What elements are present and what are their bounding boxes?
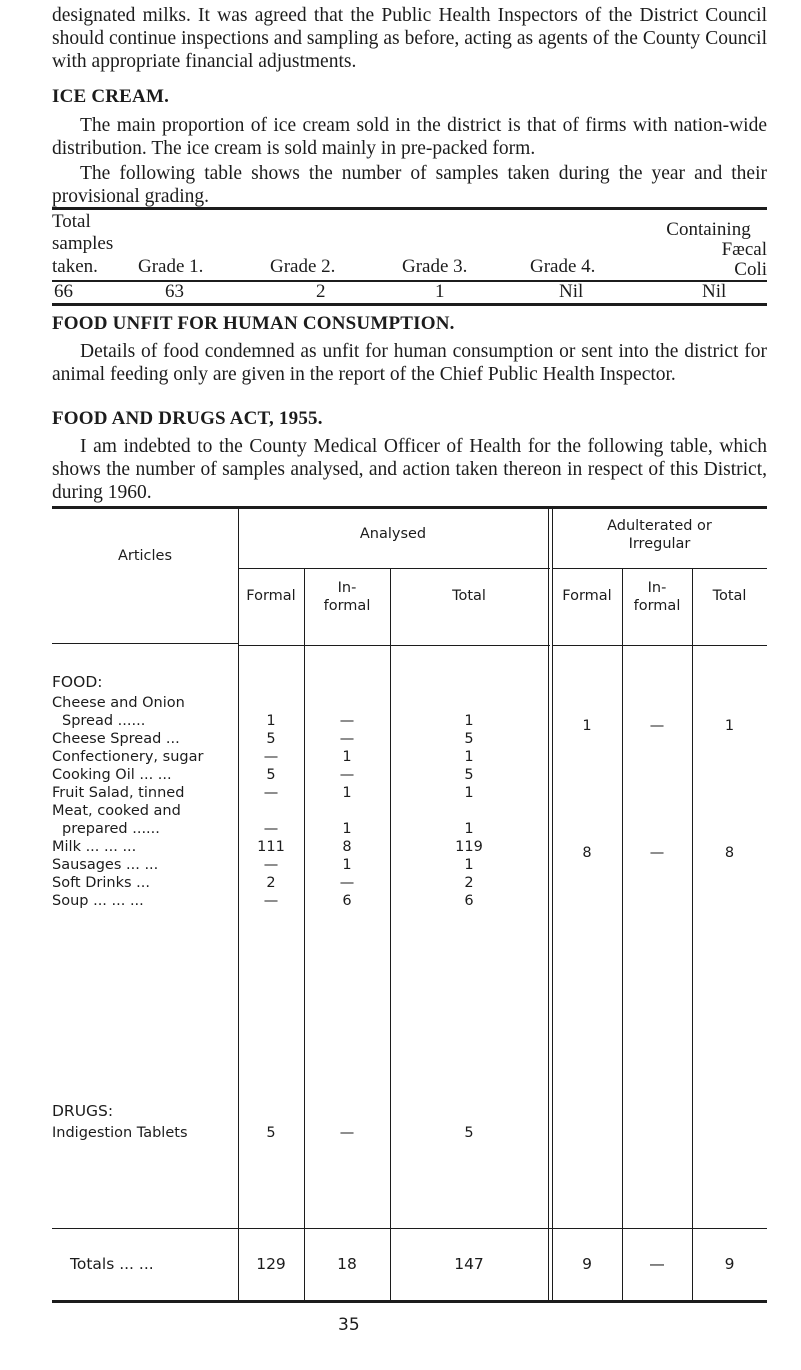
- ice-cream-paragraph-1: The main proportion of ice cream sold in the district is that of firms with nation-wide distribution. The ice cream is sold mainly in pre-packed form.: [52, 115, 767, 159]
- total-adul-formal: 9: [582, 1255, 592, 1273]
- food-unfit-paragraph: Details of food condemned as unfit for human consumption or sent into the district for animal feeding only are given in the report of the Chief Public Health Inspector.: [52, 341, 767, 385]
- header-informal-line2: formal: [323, 598, 371, 614]
- cell-informal: —: [339, 1125, 355, 1141]
- header-grade3: Grade 3.: [402, 256, 468, 277]
- table-rule: [552, 568, 767, 569]
- cell-total: 1: [464, 857, 474, 873]
- header-grade4: Grade 4.: [530, 256, 596, 277]
- cell-adul-formal: 8: [582, 845, 592, 861]
- row-label: Milk ... ... ...: [52, 839, 137, 855]
- value-grade4: Nil: [559, 281, 584, 302]
- header-total-line3: taken.: [52, 256, 98, 277]
- intro-paragraph: designated milks. It was agreed that the Public Health Inspectors of the District Council should continue inspections and sampling as before, acting as agents of the County Council with appropriate financial adjustments.: [52, 5, 767, 72]
- table-rule: [52, 506, 767, 509]
- cell-total: 1: [464, 713, 474, 729]
- cell-formal: —: [263, 821, 279, 837]
- row-label: Cheese and Onion: [52, 695, 185, 711]
- cell-informal: 1: [342, 785, 352, 801]
- value-grade2: 2: [316, 281, 326, 302]
- header-formal: Formal: [246, 588, 296, 604]
- cell-formal: 111: [257, 839, 285, 855]
- row-label: Cooking Oil ... ...: [52, 767, 172, 783]
- header-grade1: Grade 1.: [138, 256, 204, 277]
- cell-adul-informal: —: [649, 718, 665, 734]
- table-rule: [52, 1228, 767, 1229]
- row-label: Soup ... ... ...: [52, 893, 144, 909]
- table-rule: [52, 207, 767, 210]
- value-grade1: 63: [165, 281, 184, 302]
- header-grade2: Grade 2.: [270, 256, 336, 277]
- total-total: 147: [454, 1255, 484, 1273]
- cell-formal: 5: [266, 767, 276, 783]
- table-rule: [52, 280, 767, 282]
- cell-total: 5: [464, 1125, 474, 1141]
- cell-adul-total: 1: [724, 718, 735, 734]
- header-total: Total: [452, 588, 486, 604]
- cell-total: 1: [464, 749, 474, 765]
- cell-formal: —: [263, 893, 279, 909]
- table-rule: [52, 643, 238, 644]
- food-drugs-paragraph: I am indebted to the County Medical Officer of Health for the following table, which shows the number of samples analysed, and action taken thereon in respect of this District, during 1960.: [52, 436, 767, 503]
- table-rule: [390, 568, 391, 1300]
- food-drugs-heading: FOOD AND DRUGS ACT, 1955.: [52, 408, 323, 429]
- samples-analysed-table: [52, 506, 767, 1311]
- header-informal-line1: In-: [337, 580, 357, 596]
- header-articles: Articles: [117, 548, 173, 564]
- cell-adul-total: 8: [724, 845, 735, 861]
- food-unfit-heading: FOOD UNFIT FOR HUMAN CONSUMPTION.: [52, 313, 455, 334]
- total-formal: 129: [256, 1255, 286, 1273]
- header-adul-total: Total: [712, 588, 747, 604]
- value-total: 66: [54, 281, 73, 302]
- cell-formal: 5: [266, 731, 276, 747]
- cell-adul-formal: 1: [582, 718, 592, 734]
- table-rule: [52, 303, 767, 306]
- cell-informal: 1: [342, 857, 352, 873]
- page-number: 35: [338, 1315, 360, 1335]
- table-rule: [622, 568, 623, 1300]
- value-grade3: 1: [435, 281, 445, 302]
- row-label: Indigestion Tablets: [52, 1125, 188, 1141]
- table-rule: [552, 645, 767, 646]
- row-label: Sausages ... ...: [52, 857, 159, 873]
- header-adul-informal-line2: formal: [633, 598, 681, 614]
- header-coli-line2: Fæcal: [721, 239, 767, 260]
- totals-label: Totals ... ...: [70, 1255, 154, 1273]
- total-informal: 18: [337, 1255, 357, 1273]
- cell-informal: —: [339, 767, 355, 783]
- cell-total: 119: [455, 839, 483, 855]
- row-label: prepared ......: [62, 821, 160, 837]
- ice-cream-paragraph-2: The following table shows the number of samples taken during the year and their provisional grading.: [52, 163, 767, 207]
- cell-formal: 1: [266, 713, 276, 729]
- row-label: Cheese Spread ...: [52, 731, 180, 747]
- cell-total: 5: [464, 767, 474, 783]
- cell-informal: —: [339, 875, 355, 891]
- header-total-line1: Total: [52, 211, 91, 232]
- cell-formal: —: [263, 857, 279, 873]
- table-rule: [304, 568, 305, 1300]
- cell-total: 1: [464, 821, 474, 837]
- header-coli-line1: Containing: [666, 219, 751, 240]
- total-adul-informal: —: [649, 1255, 665, 1273]
- cell-formal: 5: [266, 1125, 276, 1141]
- header-adul-formal: Formal: [562, 588, 612, 604]
- cell-adul-informal: —: [649, 845, 665, 861]
- section-food: FOOD:: [52, 673, 103, 691]
- row-label: Spread ......: [62, 713, 146, 729]
- cell-total: 2: [464, 875, 474, 891]
- cell-total: 1: [464, 785, 474, 801]
- cell-informal: 1: [342, 749, 352, 765]
- cell-informal: 1: [342, 821, 352, 837]
- header-adul-informal-line1: In-: [647, 580, 667, 596]
- value-coli: Nil: [702, 281, 727, 302]
- table-rule: [238, 645, 550, 646]
- total-adul-total: 9: [724, 1255, 735, 1273]
- header-coli-line3: Coli: [734, 259, 767, 280]
- header-adulterated-line2: Irregular: [628, 536, 691, 552]
- cell-informal: 8: [342, 839, 352, 855]
- table-rule: [552, 509, 553, 1300]
- row-label: Fruit Salad, tinned: [52, 785, 185, 801]
- table-rule: [238, 568, 550, 569]
- ice-cream-grading-table: [52, 207, 767, 324]
- cell-informal: 6: [342, 893, 352, 909]
- table-rule: [692, 568, 693, 1300]
- table-rule: [548, 509, 549, 1300]
- cell-informal: —: [339, 731, 355, 747]
- row-label: Confectionery, sugar: [52, 749, 204, 765]
- header-analysed: Analysed: [359, 526, 427, 542]
- table-rule: [52, 1300, 767, 1303]
- ice-cream-heading: ICE CREAM.: [52, 86, 170, 107]
- section-drugs: DRUGS:: [52, 1102, 114, 1120]
- header-total-line2: samples: [52, 233, 114, 254]
- cell-formal: 2: [266, 875, 276, 891]
- cell-formal: —: [263, 785, 279, 801]
- cell-informal: —: [339, 713, 355, 729]
- row-label: Soft Drinks ...: [52, 875, 150, 891]
- cell-total: 6: [464, 893, 474, 909]
- cell-formal: —: [263, 749, 279, 765]
- cell-total: 5: [464, 731, 474, 747]
- row-label: Meat, cooked and: [52, 803, 181, 819]
- header-adulterated-line1: Adulterated or: [607, 518, 712, 534]
